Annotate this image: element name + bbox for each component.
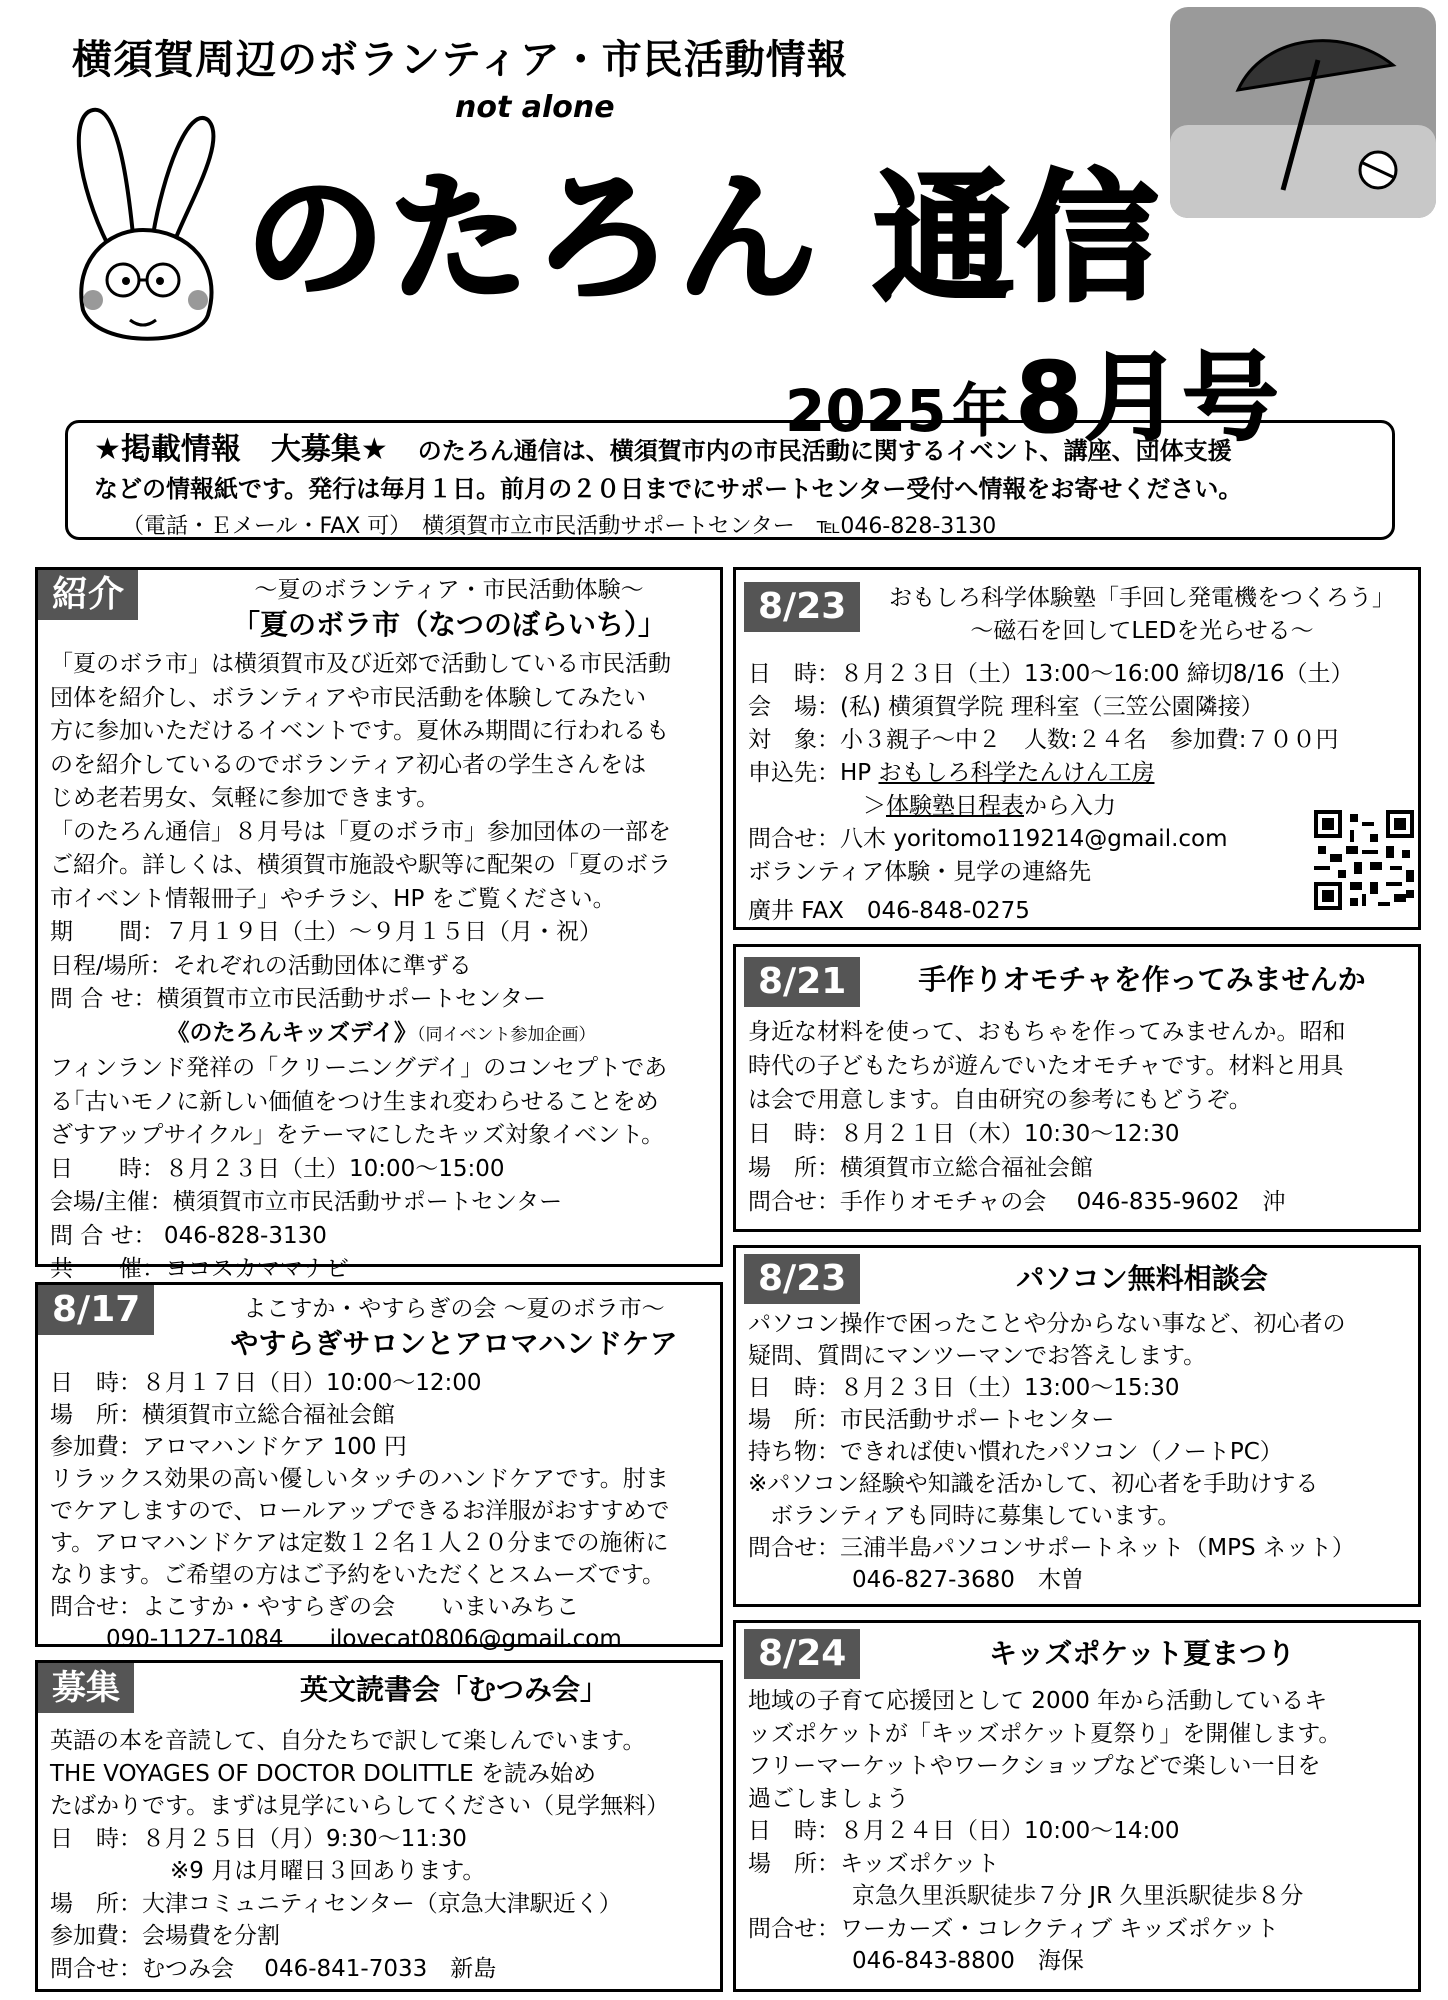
text-line: は会で用意します。自由研究の参考にもどうぞ。 (748, 1087, 1252, 1113)
section-tag: 募集 (38, 1663, 134, 1713)
text-line: 日 時：８月２４日（日）10:00～14:00 (748, 1818, 1180, 1844)
text-line: 参加費：会場費を分割 (50, 1923, 280, 1949)
text-line: 問合せ：手作りオモチャの会 046-835-9602 沖 (748, 1189, 1286, 1215)
qr-code-icon[interactable] (1314, 810, 1414, 910)
text-line: たばかりです。まずは見学にいらしてください（見学無料） (50, 1793, 670, 1819)
notice-banner (65, 420, 1395, 540)
text-line: 日 時：８月２３日（土）13:00～16:00 締切8/16（土） (748, 661, 1354, 687)
text-line: 時代の子どもたちが遊んでいたオモチャです。材料と用具 (748, 1053, 1344, 1079)
reading-club-section (35, 1660, 723, 1992)
text-line: じめ老若男女、気軽に参加できます。 (50, 785, 440, 811)
aroma-event-section (35, 1282, 723, 1652)
reading-body (50, 1725, 712, 1985)
issue-year-suffix: 年 (952, 377, 1011, 445)
kids-day-heading (50, 1017, 712, 1053)
pc-title: パソコン無料相談会 (1016, 1262, 1268, 1295)
apply-prefix: ＞ (863, 793, 886, 819)
aroma-body (50, 1367, 712, 1655)
event-date-tag: 8/24 (744, 1629, 860, 1679)
notice-heading: ★掲載情報 大募集★ (94, 432, 388, 467)
intro-section (35, 567, 723, 1282)
toys-body (748, 1015, 1410, 1219)
kids-pocket-body (748, 1685, 1410, 1978)
text-line: ※パソコン経験や知識を活かして、初心者を手助けする (748, 1471, 1319, 1497)
text-line: パソコン操作で困ったことや分からない事など、初心者の (748, 1311, 1346, 1337)
section-tag: 紹介 (38, 570, 138, 620)
event-date-tag: 8/21 (744, 957, 860, 1007)
kids-day-note: （同イベント参加企画） (416, 1024, 596, 1045)
text-line: 「夏のボラ市」は横須賀市及び近郊で活動している市民活動 (50, 651, 671, 677)
text-line: 場 所：横須賀市立総合福祉会館 (748, 1155, 1093, 1181)
text-line: 日程/場所：それぞれの活動団体に準ずる (50, 952, 472, 979)
notice-line-2: などの情報紙です。発行は毎月１日。前月の２０日までにサポートセンター受付へ情報をお寄せください。 (94, 475, 1243, 503)
text-line: 場 所：大津コミュニティセンター（京急大津駅近く） (50, 1890, 622, 1917)
issue-month: 8月号 (1015, 342, 1281, 454)
text-line: 日 時：８月２３日（土）10:00～15:00 (50, 1155, 505, 1182)
text-line: フリーマーケットやワークショップなどで楽しい一日を (748, 1753, 1321, 1779)
intro-subtitle: ～夏のボランティア・市民活動体験～ (254, 577, 644, 603)
text-line: ご紹介。詳しくは、横須賀市施設や駅等に配架の「夏のボラ (50, 852, 671, 878)
toys-event-section (733, 944, 1421, 1232)
text-line: リラックス効果の高い優しいタッチのハンドケアです。肘ま (50, 1466, 669, 1492)
text-line: のを紹介しているのでボランティア初心者の学生さんをは (50, 751, 647, 778)
text-line: 問合せ：ワーカーズ・コレクティブ キッズポケット (748, 1915, 1279, 1942)
issue-year: 2025 (785, 377, 947, 445)
text-line: 会 場：(私) 横須賀学院 理科室（三笠公園隣接） (748, 694, 1264, 720)
science-title: おもしろ科学体験塾「手回し発電機をつくろう」 (889, 585, 1395, 611)
text-line: 問合せ：むつみ会 046-841-7033 新島 (50, 1955, 497, 1982)
text-line: THE VOYAGES OF DOCTOR DOLITTLE を読み始め (50, 1760, 596, 1787)
text-line: 方に参加いただけるイベントです。夏休み期間に行われるも (50, 718, 670, 744)
text-line: ※9 月は月曜日３回あります。 (170, 1858, 486, 1884)
text-line: 持ち物：できれば使い慣れたパソコン（ノートPC） (748, 1439, 1283, 1465)
reading-title: 英文読書会「むつみ会」 (299, 1673, 608, 1706)
text-line: 会場/主催：横須賀市立市民活動サポートセンター (50, 1189, 563, 1215)
aroma-title: やすらぎサロンとアロマハンドケア (230, 1327, 678, 1360)
newsletter-tagline: not alone (455, 90, 615, 125)
text-line: 問合せ：三浦半島パソコンサポートネット（MPS ネット） (748, 1535, 1355, 1561)
text-line: 英語の本を音読して、自分たちで訳して楽しんでいます。 (50, 1728, 646, 1754)
text-line: 地域の子育て応援団として 2000 年から活動しているキ (748, 1688, 1328, 1714)
text-line: 団体を紹介し、ボランティアや市民活動を体験してみたい (50, 684, 647, 711)
text-line: 090-1127-1084 ilovecat0806@gmail.com (106, 1626, 622, 1652)
apply-line (748, 757, 1410, 790)
text-line: す。アロマハンドケアは定数１２名１人２０分までの施術に (50, 1530, 669, 1556)
science-body (748, 658, 1410, 928)
newsletter-subtitle: 横須賀周辺のボランティア・市民活動情報 (72, 37, 848, 83)
text-line: 問合せ：よこすか・やすらぎの会 いまいみちこ (50, 1594, 579, 1620)
text-line: 046-843-8800 海保 (852, 1948, 1084, 1974)
text-line: ボランティアも同時に募集しています。 (770, 1503, 1181, 1529)
text-line: 対 象：小３親子～中２ 人数:２４名 参加費:７００円 (748, 727, 1339, 753)
text-line: る｢古いモノに新しい価値をつけ生まれ変わらせることをめ (50, 1088, 659, 1115)
science-event-section (733, 567, 1421, 930)
apply-suffix: から入力 (1024, 793, 1116, 819)
kids-pocket-section (733, 1620, 1421, 1992)
rabbit-mascot-illustration (38, 95, 248, 355)
apply-label: 申込先：HP (748, 760, 879, 786)
text-line: 共 催：ヨコスカママナビ (50, 1256, 349, 1282)
text-line: 日 時：８月１７日（日）10:00～12:00 (50, 1370, 482, 1396)
beach-umbrella-illustration (1168, 5, 1438, 220)
text-line: 場 所：キッズポケット (748, 1850, 1000, 1877)
schedule-link[interactable]: 体験塾日程表 (886, 793, 1024, 819)
text-line: 参加費：アロマハンドケア 100 円 (50, 1434, 407, 1460)
pc-consultation-section (733, 1245, 1421, 1607)
newsletter-title: のたろん 通信 (245, 158, 1162, 321)
event-date-tag: 8/17 (38, 1285, 154, 1335)
intro-body (50, 648, 712, 1287)
text-line: 京急久里浜駅徒歩７分 JR 久里浜駅徒歩８分 (852, 1883, 1304, 1909)
notice-line-1: のたろん通信は、横須賀市内の市民活動に関するイベント、講座、団体支援 (417, 437, 1232, 465)
kids-day-title: 《のたろんキッズデイ》 (166, 1019, 417, 1046)
event-date-tag: 8/23 (744, 1254, 860, 1304)
science-subtitle: ～磁石を回してLEDを光らせる～ (970, 618, 1314, 644)
text-line: ボランティア体験・見学の連絡先 (748, 859, 1092, 885)
toys-title: 手作りオモチャを作ってみませんか (918, 963, 1366, 996)
text-line: 問合せ：八木 yoritomo119214@gmail.com (748, 826, 1228, 852)
text-line: なります。ご希望の方はご予約をいただくとスムーズです。 (50, 1562, 666, 1588)
text-line: フィンランド発祥の「クリーニングデイ」のコンセプトであ (50, 1055, 668, 1081)
text-line: 場 所：横須賀市立総合福祉会館 (50, 1402, 395, 1428)
text-line: 問 合 せ： 046-828-3130 (50, 1222, 327, 1249)
text-line: 過ごしましょう (748, 1785, 909, 1812)
text-line: 場 所：市民活動サポートセンター (748, 1407, 1115, 1433)
text-line: 疑問、質問にマンツーマンでお答えします。 (748, 1343, 1207, 1369)
text-line: 日 時：８月２１日（木）10:30～12:30 (748, 1121, 1180, 1147)
text-line: 身近な材料を使って、おもちゃを作ってみませんか。昭和 (748, 1019, 1346, 1045)
notice-line-3: （電話・Ｅメール・FAX 可） 横須賀市立市民活動サポートセンター ℡046-828-3130 (122, 514, 997, 539)
text-line: ッズポケットが「キッズポケット夏祭り」を開催します。 (748, 1720, 1342, 1747)
text-line: 期 間：７月１９日（土）～９月１５日（月・祝） (50, 919, 602, 945)
science-website-link[interactable]: おもしろ科学たんけん工房 (878, 760, 1155, 786)
text-line: 日 時：８月２３日（土）13:00～15:30 (748, 1375, 1180, 1401)
kids-pocket-title: キッズポケット夏まつり (988, 1637, 1296, 1670)
text-line: 市イベント情報冊子」やチラシ、HP をご覧ください。 (50, 885, 616, 912)
text-line: 問 合 せ：横須賀市立市民活動サポートセンター (50, 986, 547, 1012)
text-line: 046-827-3680 木曽 (852, 1567, 1084, 1593)
text-line: 廣井 FAX 046-848-0275 (748, 898, 1030, 924)
aroma-subtitle: よこすか・やすらぎの会 ～夏のボラ市～ (243, 1296, 665, 1322)
pc-body (748, 1308, 1410, 1596)
text-line: でケアしますので、ロールアップできるお洋服がおすすめで (50, 1498, 670, 1524)
text-line: ざすアップサイクル」をテーマにしたキッズ対象イベント。 (50, 1122, 665, 1148)
event-date-tag: 8/23 (744, 582, 860, 632)
text-line: 「のたろん通信」８月号は「夏のボラ市」参加団体の一部を (50, 818, 671, 845)
intro-title: 「夏のボラ市（なつのぼらいち）」 (231, 608, 666, 641)
text-line: 日 時：８月２５日（月）9:30～11:30 (50, 1825, 467, 1852)
apply-line-2 (748, 790, 1410, 823)
